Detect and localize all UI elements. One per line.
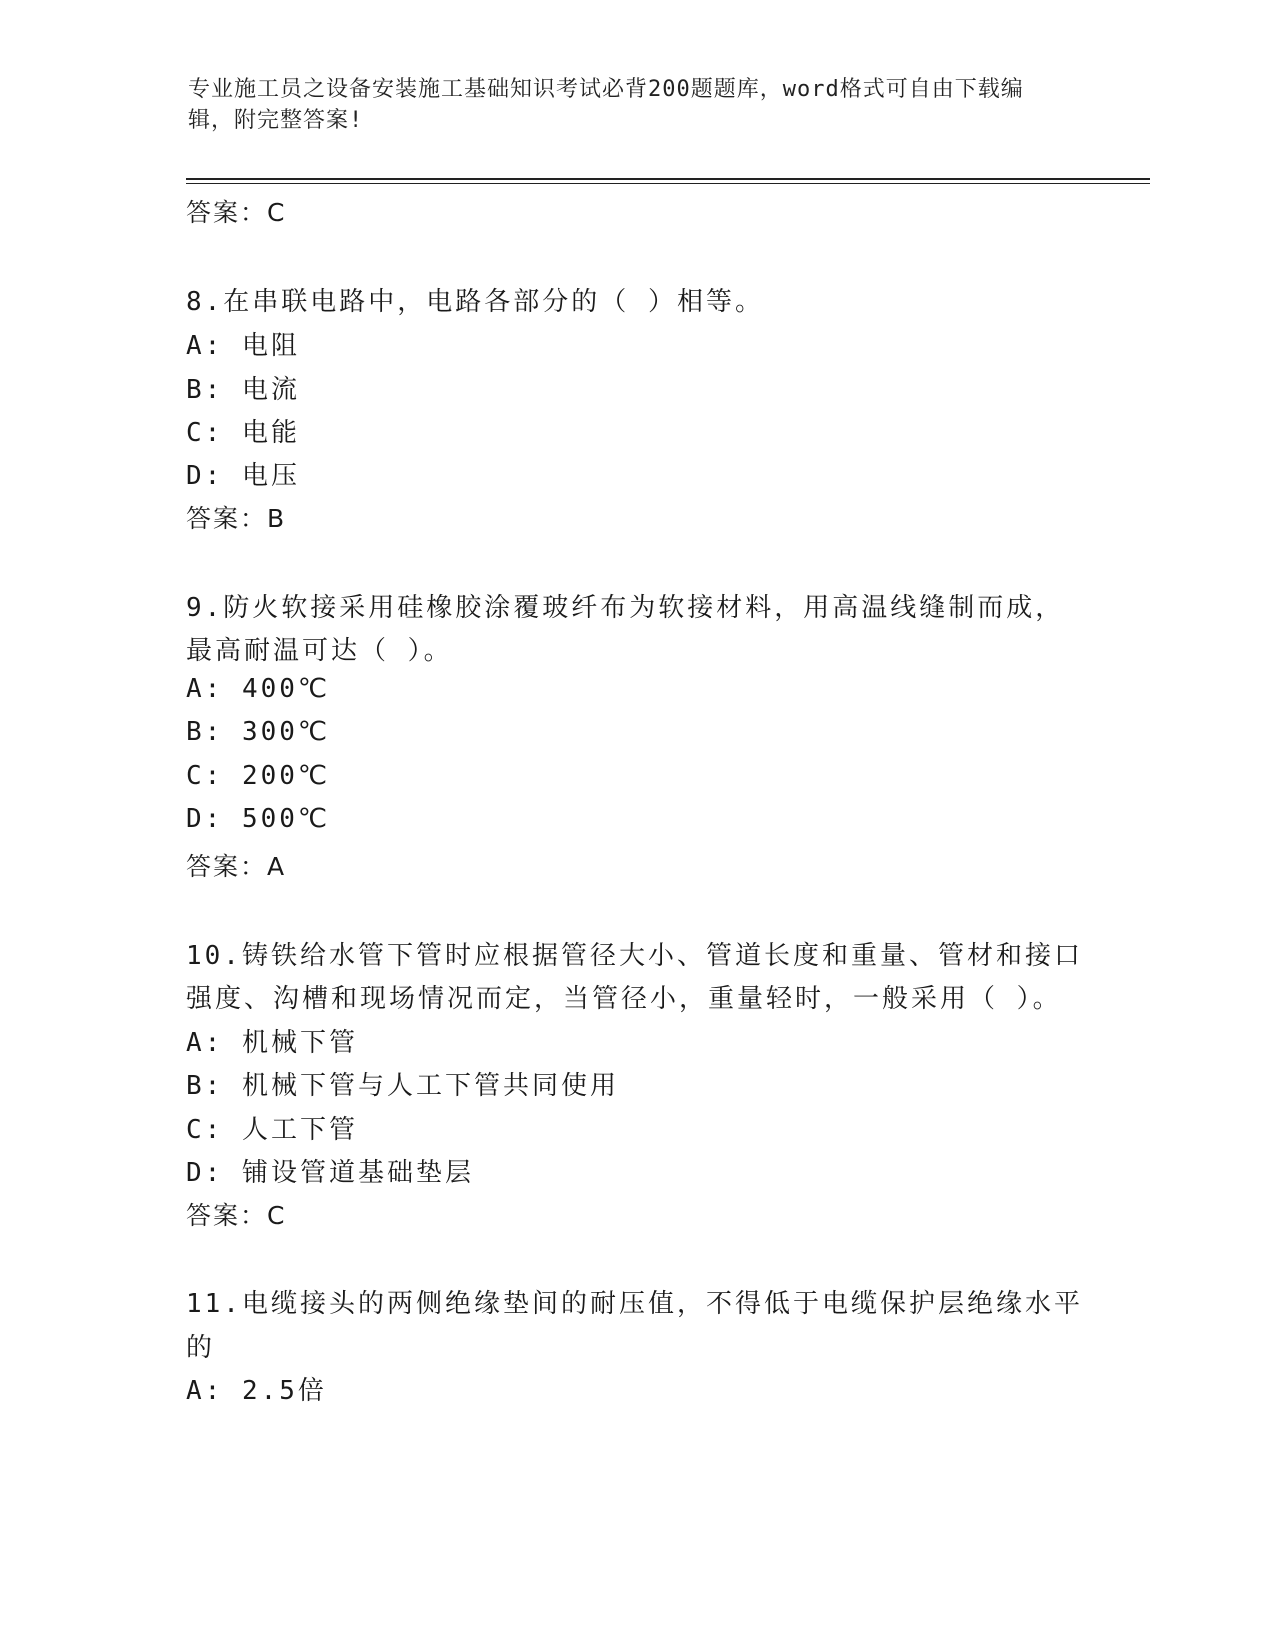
question-8-answer: 答案：B <box>186 504 287 533</box>
question-10-option-b: B: 机械下管与人工下管共同使用 <box>186 1071 619 1101</box>
question-8-option-d: D: 电压 <box>186 461 300 491</box>
question-10-answer: 答案：C <box>186 1201 287 1230</box>
question-9-stem-line-2: 最高耐温可达（ ）。 <box>186 636 453 666</box>
question-9-option-c: C: 200℃ <box>186 761 331 791</box>
question-10-stem-line-2: 强度、沟槽和现场情况而定，当管径小，重量轻时，一般采用（ ）。 <box>186 984 1062 1014</box>
question-10-option-d: D: 铺设管道基础垫层 <box>186 1158 474 1188</box>
question-8-stem: 8.在串联电路中，电路各部分的（ ）相等。 <box>186 287 764 317</box>
question-9-answer: 答案：A <box>186 852 287 881</box>
question-8-option-b: B: 电流 <box>186 375 300 405</box>
question-8-option-c: C: 电能 <box>186 418 300 448</box>
question-9-option-b: B: 300℃ <box>186 717 331 747</box>
question-10-option-a: A: 机械下管 <box>186 1028 358 1058</box>
question-11-stem-line-1: 11.电缆接头的两侧绝缘垫间的耐压值，不得低于电缆保护层绝缘水平 <box>186 1289 1083 1319</box>
question-10-option-c: C: 人工下管 <box>186 1115 358 1145</box>
answer-previous: 答案：C <box>186 198 287 227</box>
header-rule-thick <box>186 178 1150 180</box>
question-11-stem-line-2: 的 <box>186 1333 216 1363</box>
question-11-option-a: A: 2.5倍 <box>186 1376 327 1406</box>
question-8-option-a: A: 电阻 <box>186 331 300 361</box>
question-9-option-d: D: 500℃ <box>186 804 331 834</box>
question-9-option-a: A: 400℃ <box>186 674 331 704</box>
question-10-stem-line-1: 10.铸铁给水管下管时应根据管径大小、管道长度和重量、管材和接口 <box>186 941 1083 971</box>
header-rule-thin <box>186 183 1150 184</box>
document-header: 专业施工员之设备安装施工基础知识考试必背200题题库，word格式可自由下载编辑，附完整答案! <box>188 77 1024 133</box>
question-9-stem-line-1: 9.防火软接采用硅橡胶涂覆玻纤布为软接材料，用高温线缝制而成， <box>186 593 1065 623</box>
